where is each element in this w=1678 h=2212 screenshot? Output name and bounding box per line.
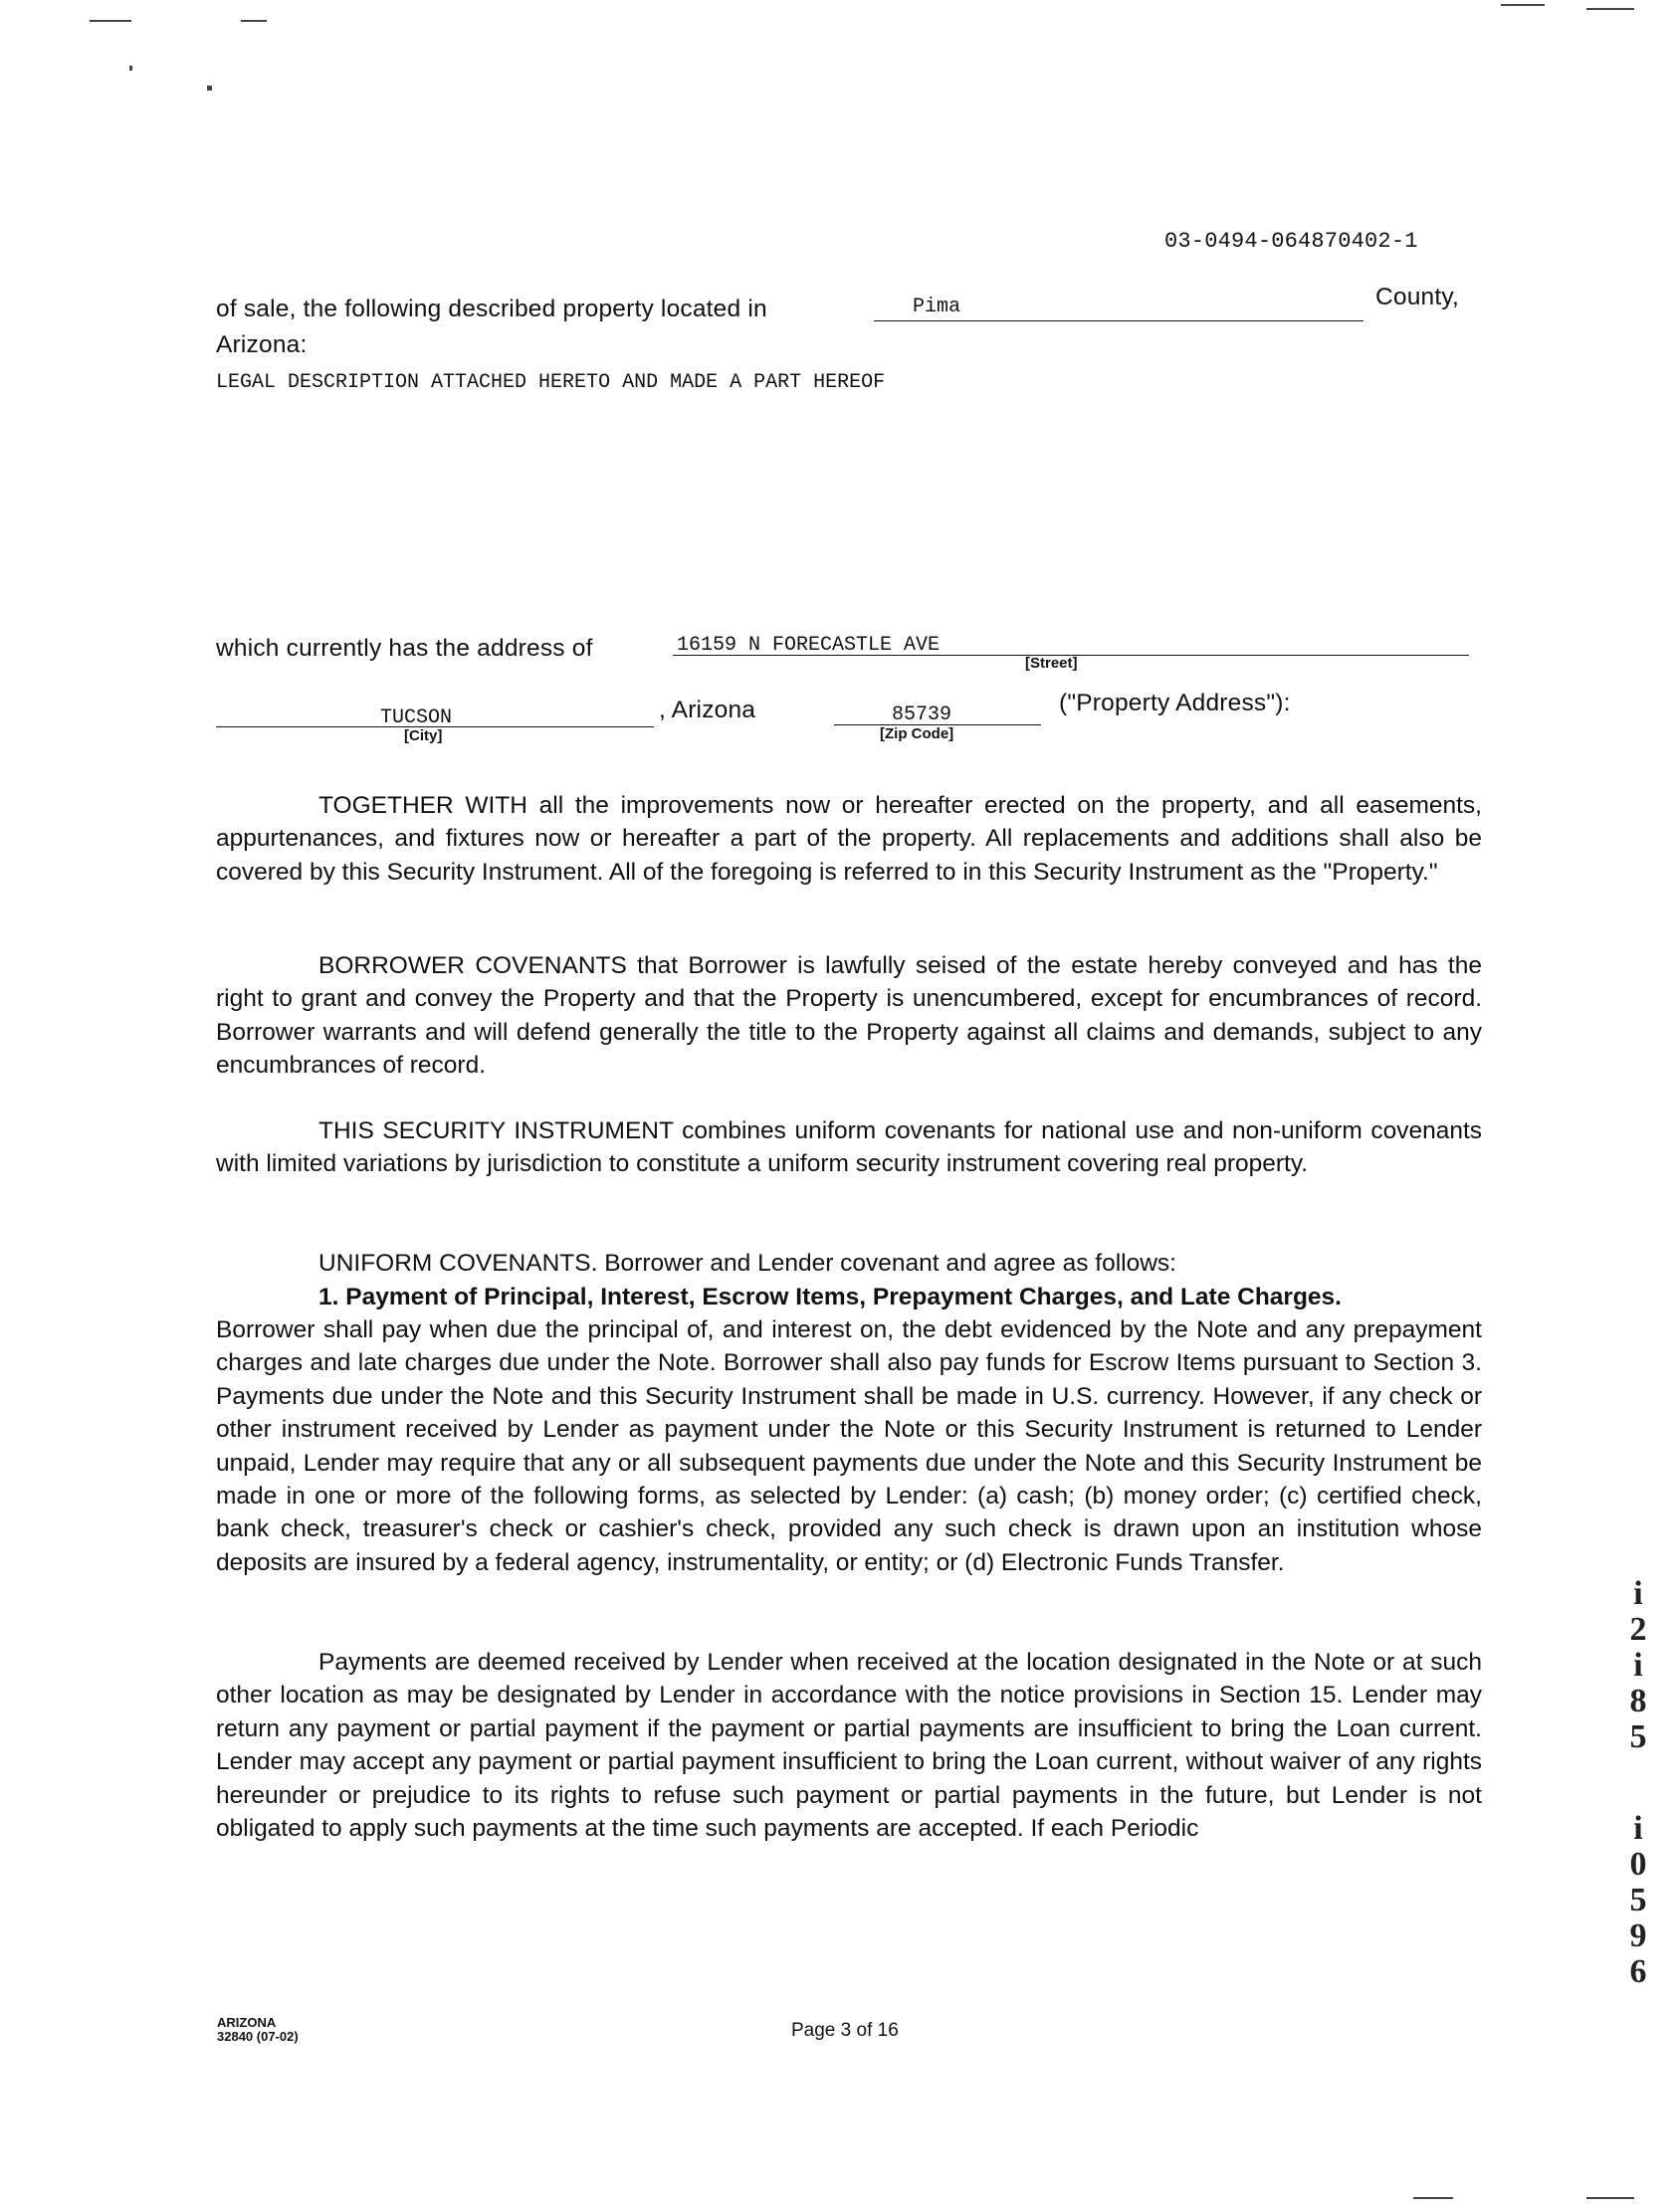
street-label: [Street]	[1025, 655, 1078, 672]
scan-mark	[1586, 8, 1634, 10]
page-number: Page 3 of 16	[791, 2020, 899, 2041]
street-value: 16159 N FORECASTLE AVE	[677, 634, 941, 657]
scan-mark	[129, 66, 132, 71]
borrower-covenants-paragraph: BORROWER COVENANTS that Borrower is lawfully seised of the estate hereby conveyed and has the right to grant and convey the Property and that the Property is unencumbered, except for encumbrances of record. Borrower warrants and will defend generally the title to the Property against all claims and demands, subject to any encumbrances of record.	[216, 952, 1482, 1080]
section1-body: Borrower shall pay when due the principal of, and interest on, the debt evidenced by the Note and any prepayment charges and late charges due under the Note. Borrower shall also pay funds for Escrow Items pursuant to Section 3. Payments due under the Note and this Security Instrument shall be made in U.S. currency. However, if any check or other instrument received by Lender as payment under the Note or this Security Instrument is returned to Lender unpaid, Lender may require that any or all subsequent payments due under the Note and this Security Instrument be made in one or more of the following forms, as selected by Lender: (a) cash; (b) money order; (c) certified check, bank check, treasurer's check or cashier's check, provided any such check is drawn upon an institution whose deposits are insured by a federal agency, instrumentality, or entity; or (d) Electronic Funds Transfer.	[216, 1316, 1482, 1576]
city-value: TUCSON	[380, 706, 453, 729]
state-label: Arizona:	[216, 331, 308, 358]
recording-stamp-top: i 2 i 8 5	[1629, 1575, 1647, 1755]
arizona-text: , Arizona	[659, 697, 756, 723]
scan-mark	[241, 20, 267, 22]
county-field-line	[874, 320, 1363, 321]
scan-mark	[90, 20, 131, 22]
zip-value: 85739	[892, 704, 952, 726]
section1-heading: 1. Payment of Principal, Interest, Escrow Items, Prepayment Charges, and Late Charges.	[318, 1284, 1342, 1310]
city-label: [City]	[404, 727, 443, 744]
county-value: Pima	[913, 296, 961, 318]
scan-mark	[1586, 2197, 1634, 2199]
scan-mark	[1413, 2197, 1453, 2199]
loan-number: 03-0494-064870402-1	[1164, 229, 1418, 254]
county-suffix: County,	[1375, 284, 1460, 310]
together-with-paragraph: TOGETHER WITH all the improvements now or hereafter erected on the property, and all easements, appurtenances, and fixtures now or hereafter a part of the property. All replacements and additions shall also be covered by this Security Instrument. All of the foregoing is referred to in this Security Instrument as the "Property."	[216, 792, 1482, 886]
this-security-instrument-paragraph: THIS SECURITY INSTRUMENT combines uniform covenants for national use and non-uniform covenants with limited variations by jurisdiction to constitute a uniform security instrument covering real property.	[216, 1117, 1482, 1178]
property-intro-text: of sale, the following described property located in	[216, 296, 767, 322]
property-address-text: ("Property Address"):	[1059, 690, 1291, 716]
footer-form-number: 32840 (07-02)	[217, 2029, 299, 2044]
recording-stamp-bottom: i 0 5 9 6	[1629, 1810, 1647, 1990]
payments-received-paragraph: Payments are deemed received by Lender when received at the location designated in the Note or at such other location as may be designated by Lender in accordance with the notice provisions in Section 15. Lender may return any payment or partial payment if the payment or partial payments are insufficient to bring the Loan current. Lender may accept any payment or partial payment insufficient to bring the Loan current, without waiver of any rights hereunder or prejudice to its rights to refuse such payment or partial payments in the future, but Lender is not obligated to apply such payments at the time such payments are accepted. If each Periodic	[216, 1649, 1482, 1843]
uniform-covenants-line: UNIFORM COVENANTS. Borrower and Lender covenant and agree as follows:	[318, 1250, 1176, 1277]
zip-label: [Zip Code]	[880, 725, 954, 742]
footer-state: ARIZONA	[217, 2015, 277, 2030]
scan-mark	[1501, 4, 1545, 6]
address-intro-text: which currently has the address of	[216, 635, 593, 662]
scan-mark	[207, 86, 212, 91]
legal-description: LEGAL DESCRIPTION ATTACHED HERETO AND MADE A PART HEREOF	[216, 371, 886, 394]
